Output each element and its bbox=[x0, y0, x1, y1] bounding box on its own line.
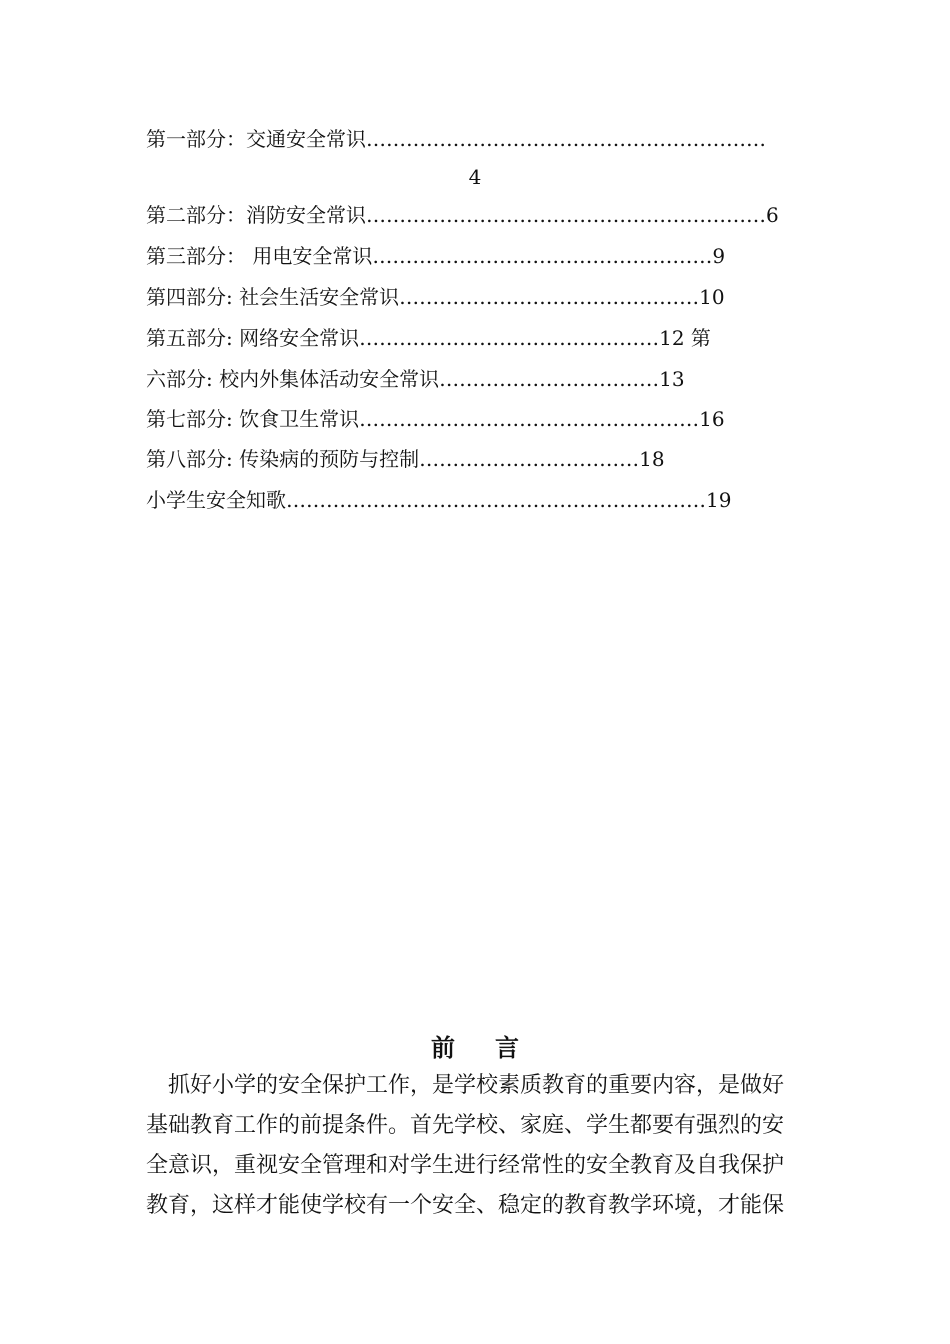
toc-entry-3[interactable] bbox=[146, 243, 725, 269]
toc-page-number: 13 bbox=[659, 367, 685, 391]
preface-paragraph bbox=[146, 1066, 806, 1226]
toc-dots: …………………………………………………… bbox=[366, 203, 766, 227]
toc-title: 第四部分: 社会生活安全常识 bbox=[146, 285, 400, 309]
toc-entry-7[interactable] bbox=[146, 406, 725, 432]
toc-title: 第一部分：交通安全常识 bbox=[146, 127, 366, 151]
toc-page-number: 19 bbox=[706, 488, 732, 512]
toc-title: 第五部分: 网络安全常识 bbox=[146, 326, 360, 350]
toc-page-number: 9 bbox=[712, 244, 726, 268]
toc-entry-8[interactable] bbox=[146, 446, 665, 472]
toc-entry-4[interactable] bbox=[146, 284, 725, 310]
toc-title: 第七部分: 饮食卫生常识 bbox=[146, 407, 360, 431]
toc-dots: ……………………………………… bbox=[399, 285, 700, 309]
toc-page-number: 4 bbox=[468, 165, 482, 189]
toc-title: 六部分: 校内外集体活动安全常识 bbox=[146, 367, 440, 391]
paragraph-line: 全意识，重视安全管理和对学生进行经常性的安全教育及自我保护 bbox=[146, 1153, 785, 1178]
toc-page-number: 18 bbox=[639, 447, 665, 471]
toc-entry-5[interactable] bbox=[146, 325, 711, 351]
toc-page-number: 6 bbox=[766, 203, 779, 227]
toc-title: 小学生安全知歌 bbox=[146, 488, 286, 512]
toc-dots: …………………………………………………… bbox=[366, 127, 766, 151]
toc-dots: …………………………………………… bbox=[372, 244, 713, 268]
toc-dots: …………………………… bbox=[419, 447, 640, 471]
toc-dots: …………………………… bbox=[439, 367, 660, 391]
toc-entry-2[interactable] bbox=[146, 202, 779, 228]
toc-entry-1-page bbox=[0, 164, 950, 190]
toc-page-number: 12 第 bbox=[659, 326, 711, 350]
preface-heading: 前言 bbox=[431, 1033, 559, 1062]
toc-title: 第八部分: 传染病的预防与控制 bbox=[146, 447, 420, 471]
paragraph-line: 抓好小学的安全保护工作，是学校素质教育的重要内容，是做好 bbox=[146, 1073, 785, 1098]
toc-page-number: 16 bbox=[699, 407, 725, 431]
toc-entry-6[interactable] bbox=[146, 366, 685, 392]
toc-dots: ……………………………………………………… bbox=[286, 488, 706, 512]
toc-dots: …………………………………………… bbox=[359, 407, 700, 431]
toc-title: 第三部分： 用电安全常识 bbox=[146, 244, 373, 268]
toc-title: 第二部分：消防安全常识 bbox=[146, 203, 366, 227]
paragraph-line: 基础教育工作的前提条件。首先学校、家庭、学生都要有强烈的安 bbox=[146, 1113, 785, 1138]
toc-page-number: 10 bbox=[699, 285, 725, 309]
toc-entry-9[interactable] bbox=[146, 487, 731, 513]
toc-dots: ……………………………………… bbox=[359, 326, 660, 350]
paragraph-line: 教育，这样才能使学校有一个安全、稳定的教育教学环境，才能保 bbox=[146, 1193, 785, 1218]
toc-entry-1[interactable] bbox=[146, 126, 766, 152]
